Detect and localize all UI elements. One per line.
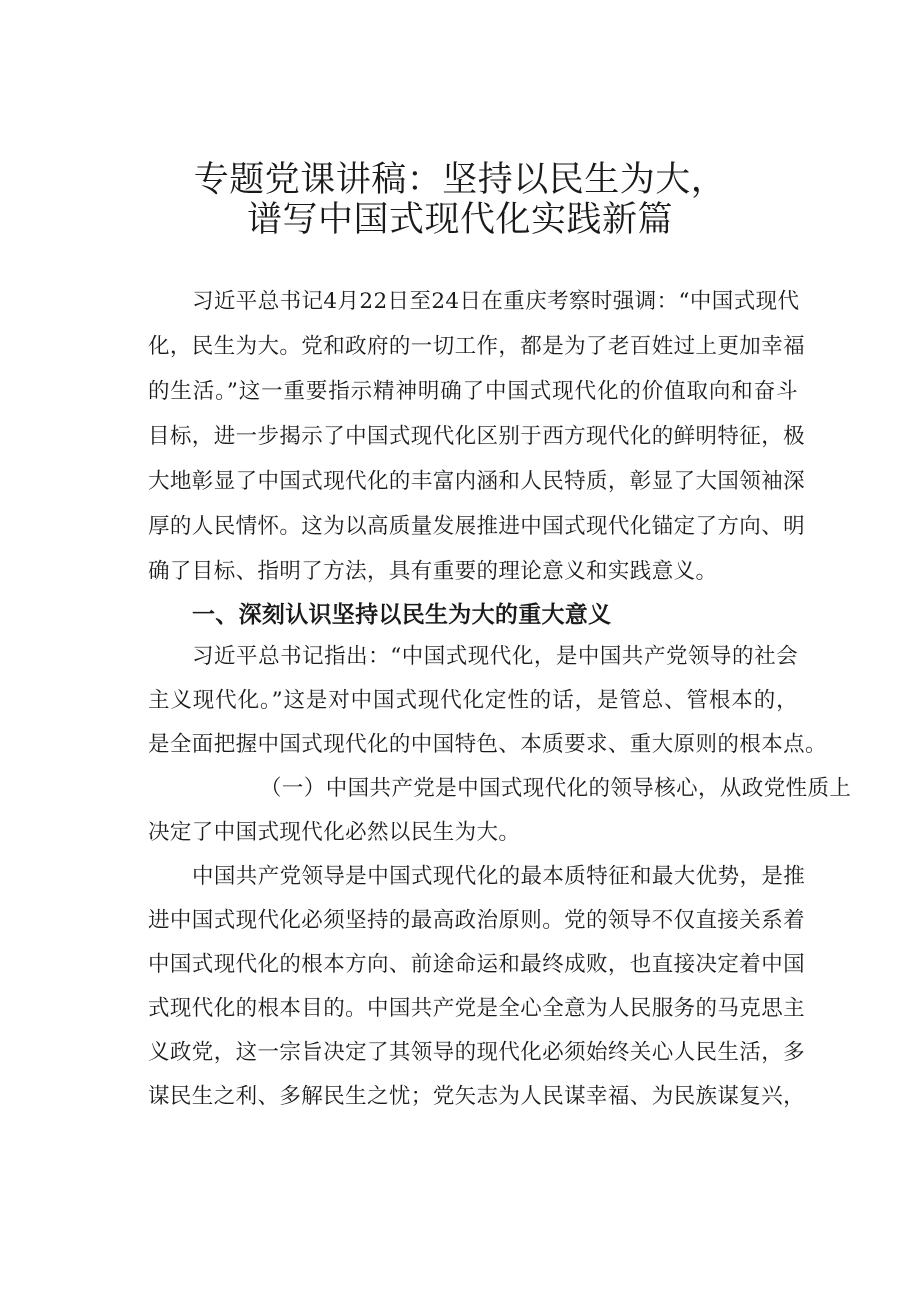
intro-line-4: 目标，进一步揭示了中国式现代化区别于西方现代化的鲜明特征，极 <box>148 424 806 449</box>
section-1-heading: 一、深刻认识坚持以民生为大的重大意义 <box>192 602 612 628</box>
section-1-line-3: 是全面把握中国式现代化的中国特色、本质要求、重大原则的根本点。 <box>148 732 827 757</box>
section-1-line-2: 主义现代化。”这是对中国式现代化定性的话，是管总、管根本的， <box>148 688 798 713</box>
intro-line-1: 习近平总书记4月22日至24日在重庆考察时强调：“中国式现代 <box>192 289 800 314</box>
subsection-1-line-1: 中国共产党领导是中国式现代化的最本质特征和最大优势，是推 <box>192 864 806 889</box>
subsection-1-heading-line-1: （一）中国共产党是中国式现代化的领导核心，从政党性质上 <box>260 776 852 801</box>
intro-line-7: 确了目标、指明了方法，具有重要的理论意义和实践意义。 <box>148 559 718 584</box>
subsection-1-line-5: 义政党，这一宗旨决定了其领导的现代化必须始终关心人民生活，多 <box>148 1040 806 1065</box>
document-title-line-2: 谱写中国式现代化实践新篇 <box>246 200 673 240</box>
intro-line-5: 大地彰显了中国式现代化的丰富内涵和人民特质，彰显了大国领袖深 <box>148 469 806 494</box>
subsection-1-line-4: 式现代化的根本目的。中国共产党是全心全意为人民服务的马克思主 <box>148 996 806 1021</box>
subsection-1-line-2: 进中国式现代化必须坚持的最高政治原则。党的领导不仅直接关系着 <box>148 908 806 933</box>
intro-line-3: 的生活。”这一重要指示精神明确了中国式现代化的价值取向和奋斗 <box>148 379 798 404</box>
intro-line-2: 化，民生为大。党和政府的一切工作，都是为了老百姓过上更加幸福 <box>148 334 806 359</box>
document-title-line-1: 专题党课讲稿：坚持以民生为大， <box>193 160 727 200</box>
subsection-1-line-3: 中国式现代化的根本方向、前途命运和最终成败，也直接决定着中国 <box>148 952 806 977</box>
subsection-1-heading-line-2: 决定了中国式现代化必然以民生为大。 <box>148 820 521 845</box>
intro-line-6: 厚的人民情怀。这为以高质量发展推进中国式现代化锚定了方向、明 <box>148 514 806 539</box>
subsection-1-line-6: 谋民生之利、多解民生之忧；党矢志为人民谋幸福、为民族谋复兴， <box>148 1084 806 1109</box>
section-1-line-1: 习近平总书记指出：“中国式现代化，是中国共产党领导的社会 <box>192 644 798 669</box>
